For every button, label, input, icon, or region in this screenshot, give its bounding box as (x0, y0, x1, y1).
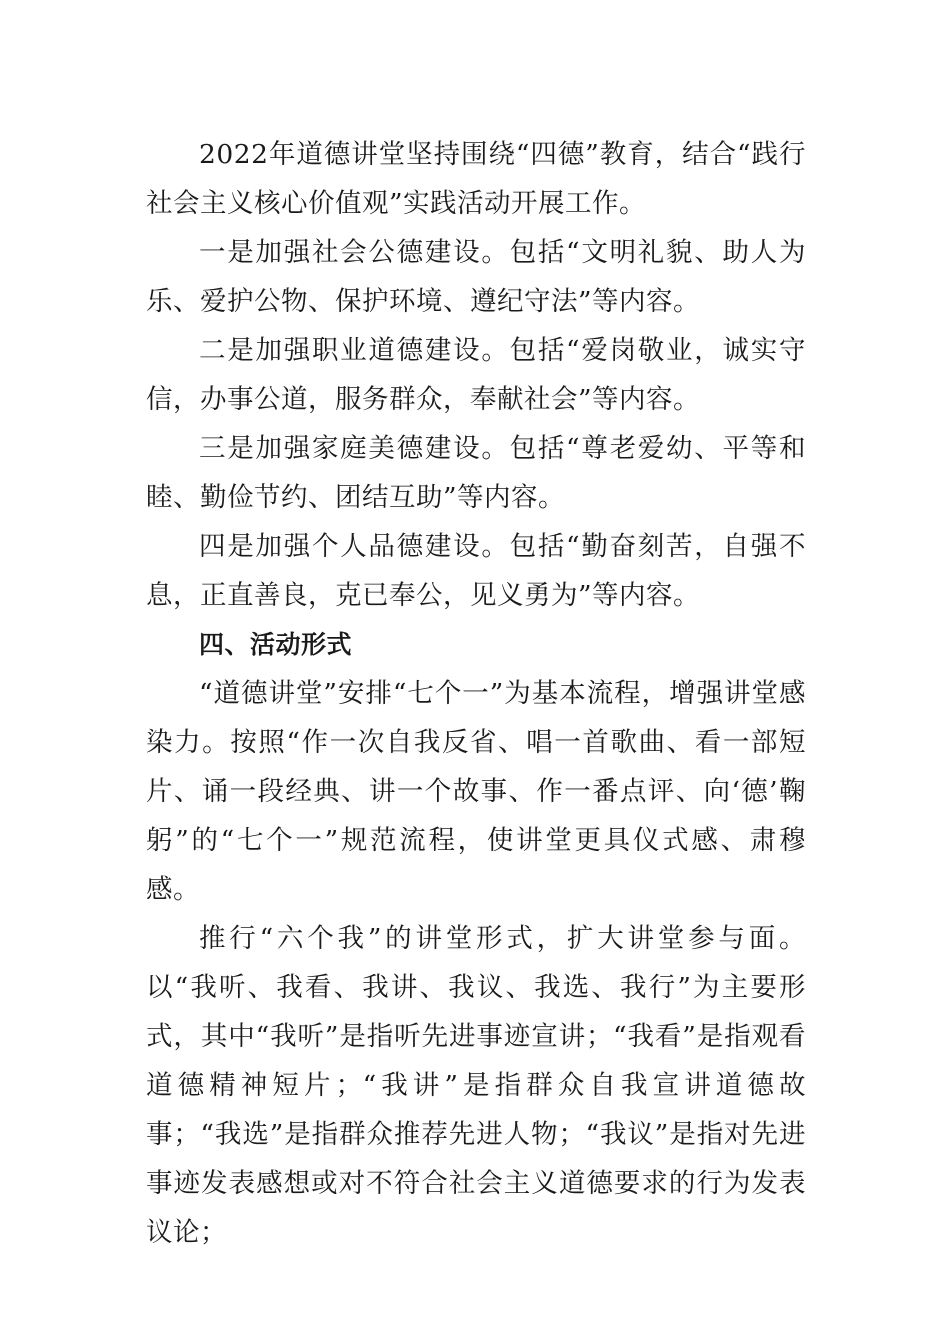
section-heading: 四、活动形式 (199, 630, 353, 659)
paragraph-social-morality: 一是加强社会公德建设。包括“文明礼貌、助人为乐、爱护公物、保护环境、遵纪守法”等内容。 (146, 237, 806, 317)
document-body (146, 130, 806, 1257)
paragraph-professional-ethics: 二是加强职业道德建设。包括“爱岗敬业，诚实守信，办事公道，服务群众，奉献社会”等内容。 (146, 335, 806, 415)
paragraph-intro: 2022年道德讲堂坚持围绕“四德”教育，结合“践行社会主义核心价值观”实践活动开展工作。 (146, 139, 806, 219)
paragraph-seven-ones: “道德讲堂”安排“七个一”为基本流程，增强讲堂感染力。按照“作一次自我反省、唱一首歌曲、看一部短片、诵一段经典、讲一个故事、作一番点评、向‘德’鞠躬”的“七个一”规范流程，使讲堂更具仪式感、肃穆感。 (146, 678, 806, 905)
paragraph-family-virtue: 三是加强家庭美德建设。包括“尊老爱幼、平等和睦、勤俭节约、团结互助”等内容。 (146, 433, 806, 513)
paragraph-personal-character: 四是加强个人品德建设。包括“勤奋刻苦，自强不息，正直善良，克已奉公，见义勇为”等内容。 (146, 531, 806, 611)
paragraph-six-me: 推行“六个我”的讲堂形式，扩大讲堂参与面。以“我听、我看、我讲、我议、我选、我行”为主要形式，其中“我听”是指听先进事迹宣讲；“我看”是指观看道德精神短片；“我讲”是指群众自我宣讲道德故事；“我选”是指群众推荐先进人物；“我议”是指对先进事迹发表感想或对不符合社会主义道德要求的行为发表议论； (146, 923, 806, 1248)
